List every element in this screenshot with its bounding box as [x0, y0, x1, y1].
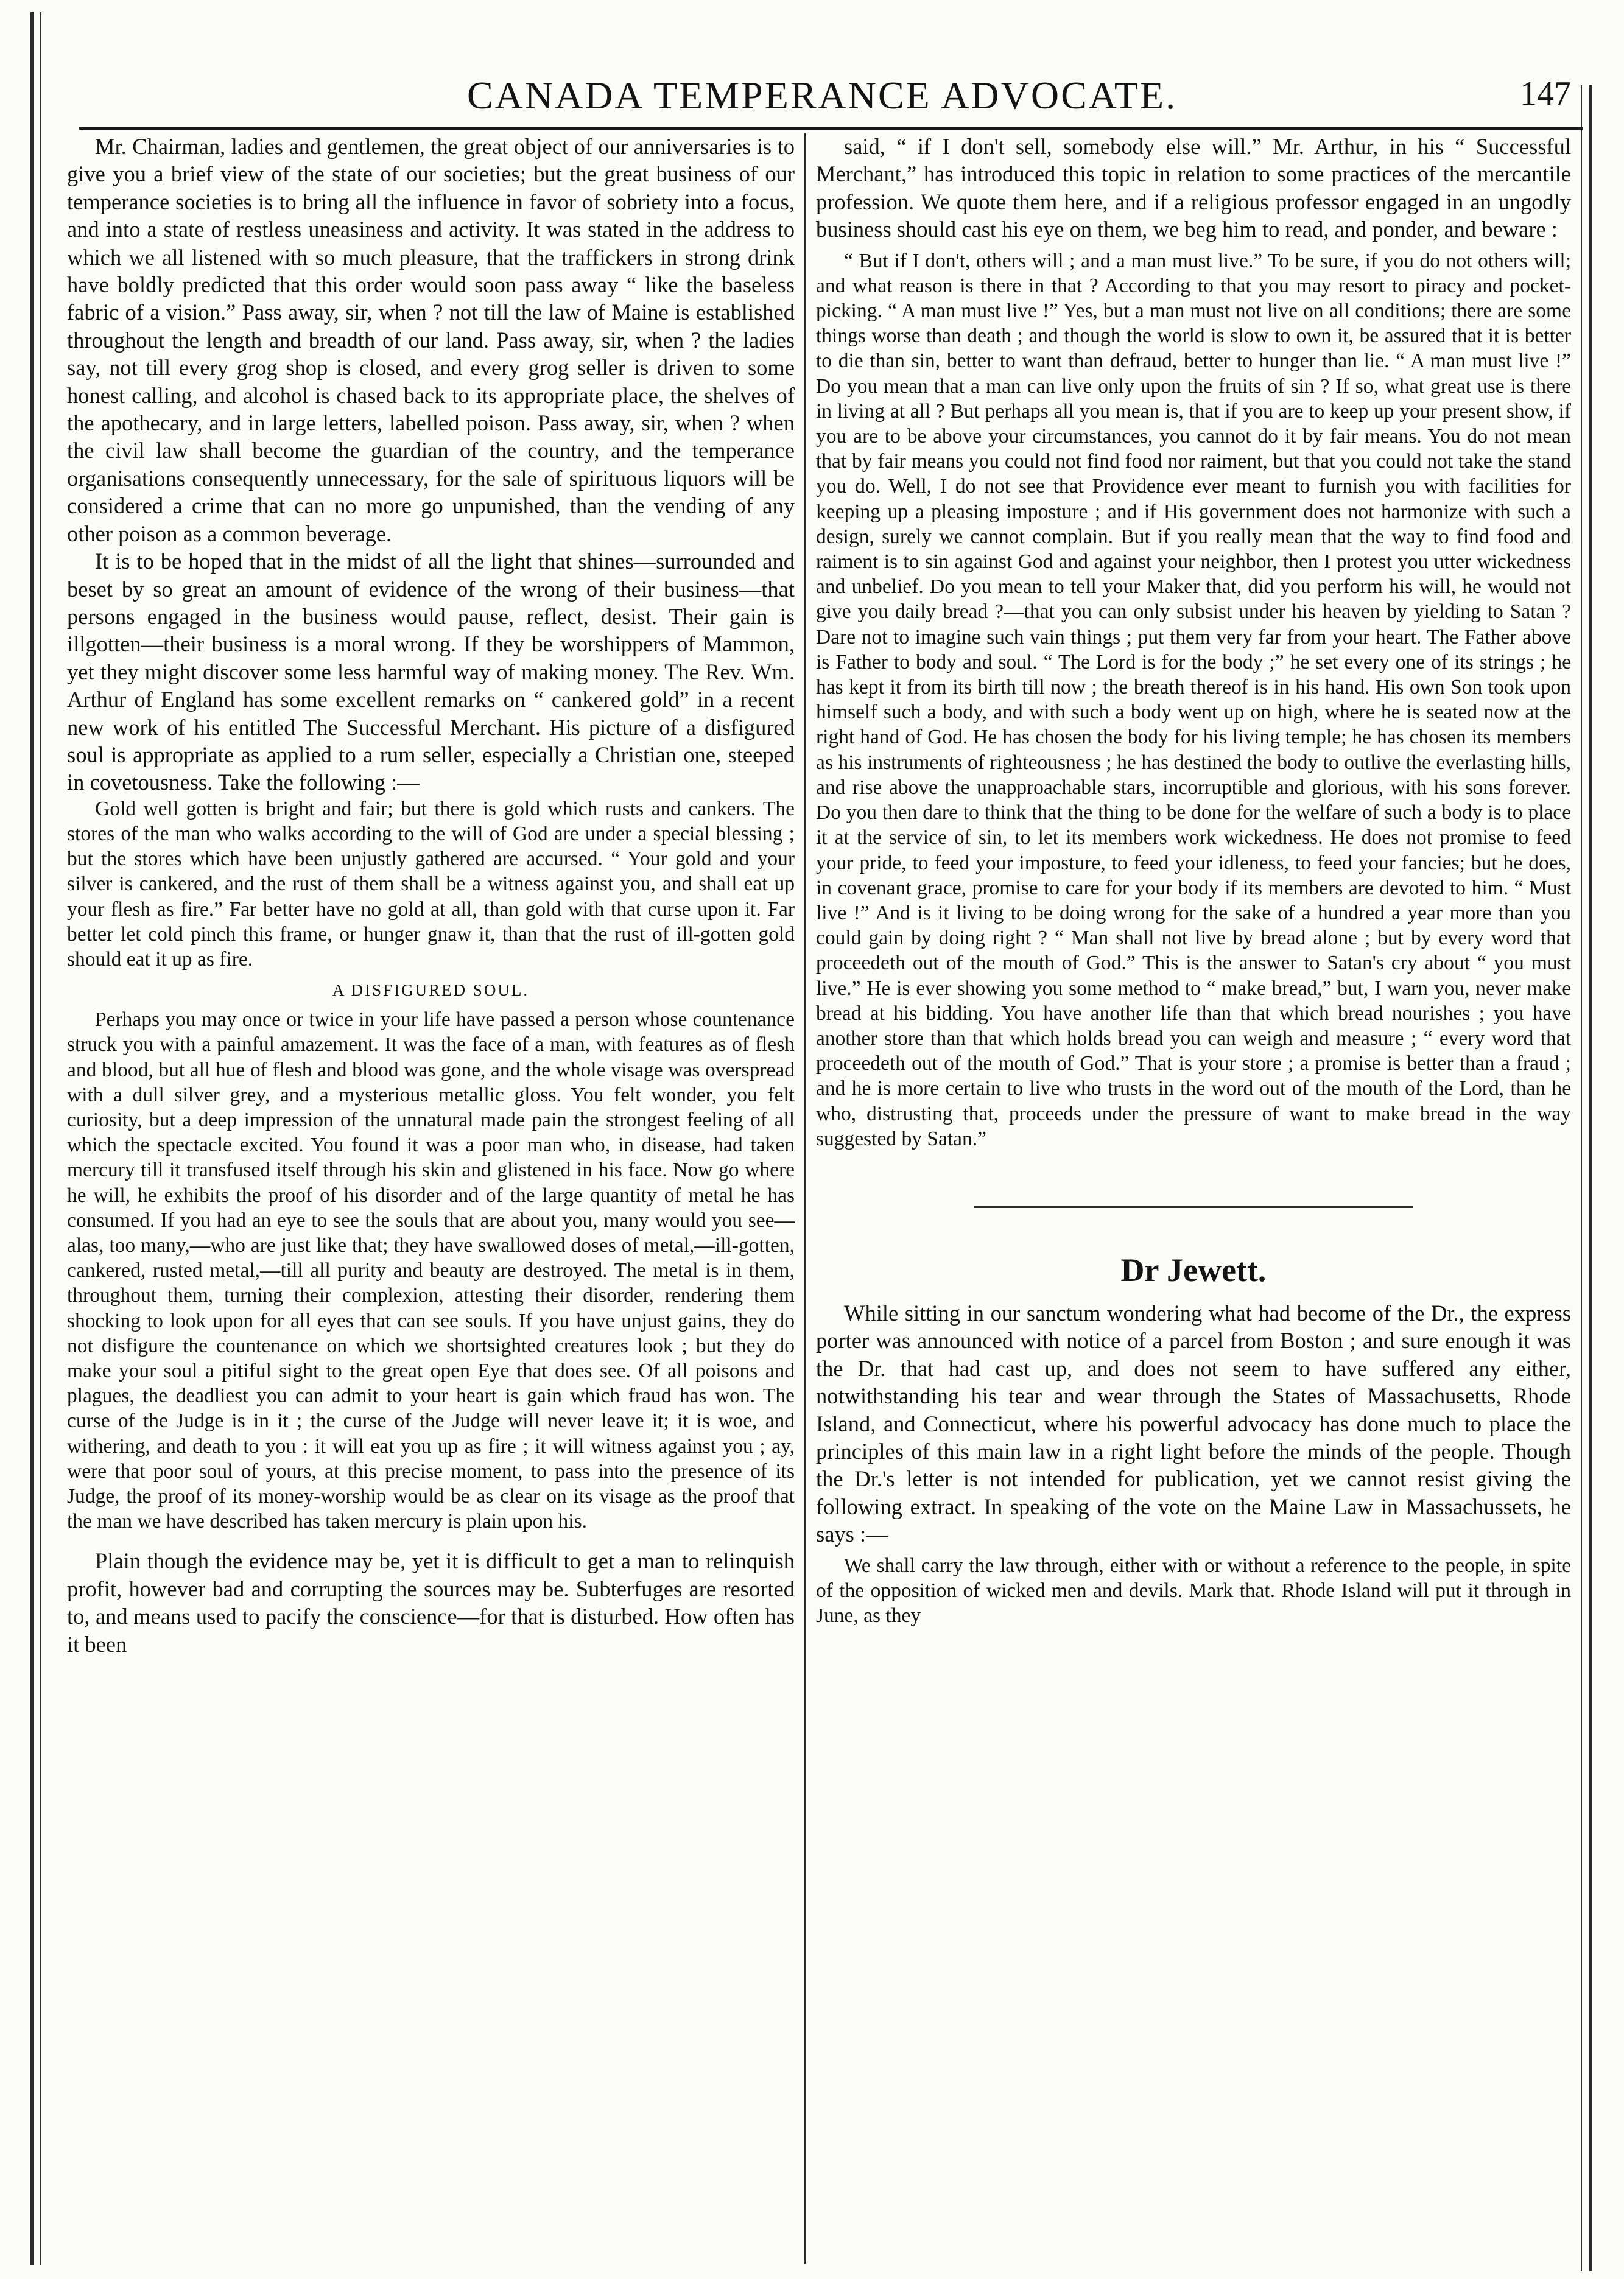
- subheading: A DISFIGURED SOUL.: [332, 981, 530, 1000]
- masthead-title: CANADA TEMPERANCE ADVOCATE.: [466, 74, 1178, 117]
- quoted-passage: We shall carry the law through, either with or without a reference to the people, in spite of the opposition of wicked men and devils. Mark that. Rhode Island will put it through in June, as they: [816, 1554, 1571, 1627]
- article-paragraph: Mr. Chairman, ladies and gentlemen, the great object of our anniversaries is to give you a brief view of the state of our societies; but the great business of our temperance societies is to bring all the influence in favor of sobriety into a focus, and into a state of restless uneasiness and activity. It was stated in the address to which we all listened with so much pleasure, that the traffickers in strong drink have boldly predicted that this order would soon pass away “ like the baseless fabric of a vision.” Pass away, sir, when ? not till the law of Maine is established throughout the length and breadth of our land. Pass away, sir, when ? the ladies say, not till every grog shop is closed, and every grog seller is driven to some honest calling, and alcohol is chased back to its appropriate place, the shelves of the apothecary, and in large letters, labelled poison. Pass away, sir, when ? when the civil law shall become the guardian of the country, and the temperance organisations consequently unnecessary, for the sale of spirituous liquors will be considered a crime that can no more go unpunished, than the vending of any other poison as a common beverage.: [67, 134, 795, 546]
- article-paragraph: said, “ if I don't sell, somebody else will.” Mr. Arthur, in his “ Successful Merchant,” has introduced this topic in relation to some practices of the mercantile profession. We quote them here, and if a religious professor engaged in an ungodly business should cast his eye on them, we beg him to read, and ponder, and beware :: [816, 134, 1571, 242]
- quoted-passage: Gold well gotten is bright and fair; but there is gold which rusts and cankers. The stores of the man who walks according to the will of God are under a special blessing ; but the stores which have been unjustly gathered are accursed. “ Your gold and your silver is cankered, and the rust of them shall be a witness against you, and shall eat up your flesh as fire.” Far better have no gold at all, than gold with that curse upon it. Far better let cold pinch this frame, or hunger gnaw it, than that the rust of ill-gotten gold should eat it up as fire.: [67, 797, 795, 971]
- right-column: [816, 133, 1571, 2264]
- page-border-right-inner: [1581, 85, 1582, 2271]
- quoted-passage: “ But if I don't, others will ; and a man must live.” To be sure, if you do not others will; and what reason is there in that ? According to that you may resort to piracy and pocket-picking. “ A man must live !” Yes, but a man must not live on all conditions; there are some things worse than death ; and though the world is slow to own it, be assured that it is better to die than sin, better to want than defraud, better to hunger than lie. “ A man must live !” Do you mean that a man can live only upon the fruits of sin ? If so, what great use is there in living at all ? But perhaps all you mean is, that if you are to keep up your present show, if you are to be above your circumstances, you cannot do it by fair means. You do not mean that by fair means you could not find food nor raiment, but that you could not take the stand you do. Well, I do not see that Providence ever meant to furnish you with facilities for keeping up a pleasing imposture ; and if His government does not harmonize with such a design, surely we cannot complain. But if you really mean that the way to find food and raiment is to sin against God and against your neighbor, then I protest you utter wickedness and unbelief. Do you mean to tell your Maker that, did you perform his will, he would not give you daily bread ?—that you can only subsist under his heaven by yielding to Satan ? Dare not to imagine such vain things ; put them very far from your heart. The Father above is Father to body and soul. “ The Lord is for the body ;” he set every one of its strings ; he has kept it from its birth till now ; the breath thereof is in his hand. His own Son took upon himself such a body, and with such a body went up on high, where he is seated now at the right hand of God. He has chosen the body for his living temple; he has chosen its members as his instruments of righteousness ; he has destined the body to outlive the everlasting hills, and rise above the unapproachable stars, incorruptible and glorious, with his sons forever. Do you then dare to think that the thing to be done for the welfare of such a body is to place it at the service of sin, to let its members work wickedness. He does not promise to feed your pride, to feed your imposture, to feed your idleness, to feed your fancies; but he does, in covenant grace, promise to care for your body if its members are devoted to him. “ Must live !” And is it living to be doing wrong for the sake of a hundred a year more than you could gain by doing right ? “ Man shall not live by bread alone ; but by every word that proceedeth out of the mouth of God.” This is the answer to Satan's cry about “ you must live.” He is ever showing you some method to “ make bread,” but, I warn you, never make bread at his bidding. You have another life than that which bread nourishes ; you have another store than that which holds bread you can weigh and measure ; “ every word that proceedeth out of the mouth of God.” That is your store ; a promise is better than a fraud ; and he is more certain to live who trusts in the word out of the mouth of the Lord, than he who, distrusting that, proceeds under the pressure of want to make bread in the way suggested by Satan.”: [816, 249, 1571, 1150]
- article-paragraph: While sitting in our sanctum wondering what had become of the Dr., the express porter was announced with notice of a parcel from Boston ; and sure enough it was the Dr. that had cast up, and does not seem to have suffered any either, notwithstanding his tear and wear through the States of Massachusetts, Rhode Island, and Connecticut, where his powerful advocacy has done much to place the principles of this main law in a right light before the minds of the people. Though the Dr.'s letter is not intended for publication, yet we cannot resist giving the following extract. In speaking of the vote on the Maine Law in Massachussets, he says :—: [816, 1300, 1571, 1547]
- page-border-right: [1589, 85, 1592, 2271]
- section-divider-rule: [974, 1206, 1413, 1208]
- article-paragraph: It is to be hoped that in the midst of all the light that shines—surrounded and beset by so great an amount of evidence of the wrong of their business—that persons engaged in the business would pause, reflect, desist. Their gain is illgotten—their business is a moral wrong. If they be worshippers of Mammon, yet they might discover some less harmful way of making money. The Rev. Wm. Arthur of England has some excellent remarks on “ cankered gold” in a recent new work of his entitled The Successful Merchant. His picture of a disfigured soul is appropriate as applied to a rum seller, especially a Christian one, steeped in covetousness. Take the following :—: [67, 549, 795, 795]
- column-divider: [804, 133, 806, 2264]
- page-border-left-inner: [40, 12, 41, 2265]
- header-rule: [79, 127, 1583, 130]
- quoted-passage: Perhaps you may once or twice in your life have passed a person whose countenance struck you with a painful amazement. It was the face of a man, with features as of flesh and blood, but all hue of flesh and blood was gone, and the whole visage was overspread with a dull silver grey, and a mysterious metallic gloss. You felt wonder, you felt curiosity, but a deep impression of the unnatural made pain the strongest feeling of all which the spectacle excited. You found it was a poor man who, in disease, had taken mercury till it transfused itself through his skin and glistened in his face. Now go where he will, he exhibits the proof of his disorder and of the large quantity of metal he has consumed. If you had an eye to see the souls that are about you, many would you see—alas, too many,—who are just like that; they have swallowed doses of metal,—ill-gotten, cankered, rusted metal,—till all purity and beauty are destroyed. The metal is in them, throughout them, turning their complexion, attesting their disorder, rendering them shocking to look upon for all eyes that can see souls. If you have unjust gains, they do not disfigure the countenance on which we shortsighted creatures look ; but they do make your soul a pitiful sight to the great open Eye that does see. Of all poisons and plagues, the deadliest you can admit to your heart is gain which fraud has won. The curse of the Judge is in it ; the curse of the Judge will never leave it; it is woe, and withering, and death to you : it will eat you up as fire ; it will witness against you ; ay, were that poor soul of yours, at this precise moment, to pass into the presence of its Judge, the proof of its money-worship would be as clear on its visage as the proof that the man we have described has taken mercury is plain upon his.: [67, 1008, 795, 1533]
- left-column: [67, 133, 795, 2264]
- page-border-left: [30, 12, 34, 2265]
- article-paragraph: Plain though the evidence may be, yet it is difficult to get a man to relinquish profit, however bad and corrupting the sources may be. Subterfuges are resorted to, and means used to pacify the conscience—for that is disturbed. How often has it been: [67, 1548, 795, 1657]
- page-number: 147: [1520, 75, 1571, 113]
- section-heading: Dr Jewett.: [1120, 1251, 1267, 1288]
